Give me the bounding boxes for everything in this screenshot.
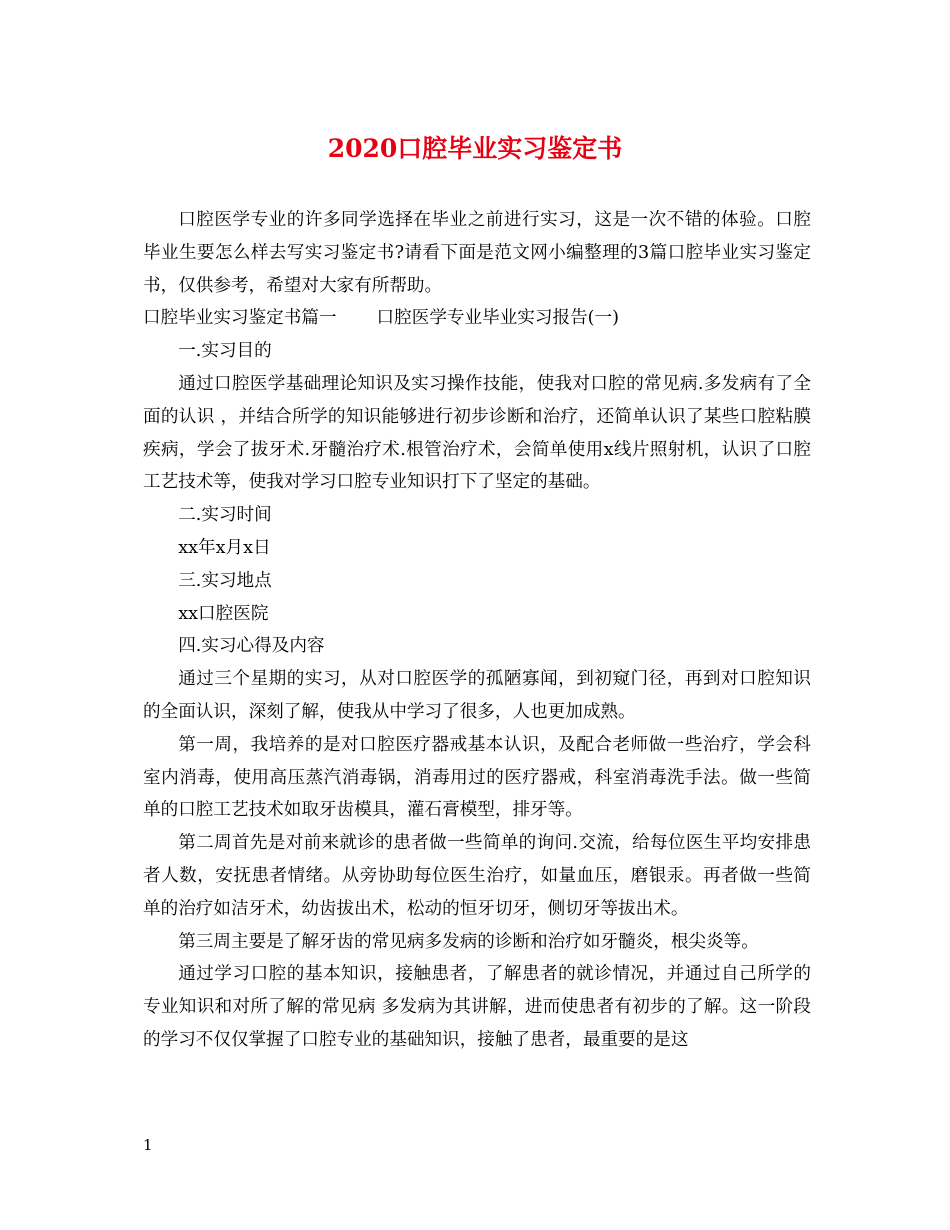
document-title: 2020口腔毕业实习鉴定书 [327, 134, 623, 163]
heading-location: 三.实习地点 [178, 570, 272, 591]
section-heading [143, 302, 811, 335]
heading-purpose: 一.实习目的 [178, 341, 272, 362]
paragraph-overview: 通过三个星期的实习，从对口腔医学的孤陋寡闻，到初窥门径，再到对口腔知识的全面认识，深刻了解，使我从中学习了很多，人也更加成熟。 [143, 669, 811, 722]
paragraph-summary: 通过学习口腔的基本知识，接触患者，了解患者的就诊情况，并通过自己所学的专业知识和对所了解的常见病 多发病为其讲解，进而使患者有初步的了解。这一阶段的学习不仅仅掌握了口腔专业的基础知识，接触了患者，最重要的是这 [143, 964, 811, 1050]
section-title: 口腔医学专业毕业实习报告(一) [376, 308, 619, 329]
intro-paragraph: 口腔医学专业的许多同学选择在毕业之前进行实习，这是一次不错的体验。口腔毕业生要怎么样去写实习鉴定书?请看下面是范文网小编整理的3篇口腔毕业实习鉴定书，仅供参考，希望对大家有所帮助。 [143, 210, 811, 296]
heading-experience: 四.实习心得及内容 [178, 636, 325, 657]
heading-time: 二.实习时间 [178, 505, 272, 526]
document-body [143, 204, 811, 1057]
paragraph-week-three: 第三周主要是了解牙齿的常见病多发病的诊断和治疗如牙髓炎，根尖炎等。 [178, 931, 759, 952]
page-number: 1 [143, 1136, 153, 1154]
paragraph-week-two: 第二周首先是对前来就诊的患者做一些简单的询问.交流，给每位医生平均安排患者人数，安抚患者情绪。从旁协助每位医生治疗，如量血压，磨银汞。再者做一些简单的治疗如洁牙术，幼齿拔出术，松动的恒牙切牙，侧切牙等拔出术。 [143, 833, 811, 919]
section-label: 口腔毕业实习鉴定书篇一 [143, 308, 337, 329]
paragraph-time: xx年x月x日 [178, 537, 271, 558]
paragraph-week-one: 第一周，我培养的是对口腔医疗器戒基本认识，及配合老师做一些治疗，学会科室内消毒，使用高压蒸汽消毒锅，消毒用过的医疗器戒，科室消毒洗手法。做一些简单的口腔工艺技术如取牙齿模具，灌石膏模型，排牙等。 [143, 734, 811, 821]
paragraph-location: xx口腔医院 [178, 603, 269, 624]
paragraph-purpose: 通过口腔医学基础理论知识及实习操作技能，使我对口腔的常见病.多发病有了全面的认识 ，并结合所学的知识能够进行初步诊断和治疗，还简单认识了某些口腔粘膜疾病，学会了拔牙术.牙髓治疗术.根管治疗术，会简单使用x线片照射机，认识了口腔工艺技术等，使我对学习口腔专业知识打下了坚定的基础。 [143, 373, 811, 493]
